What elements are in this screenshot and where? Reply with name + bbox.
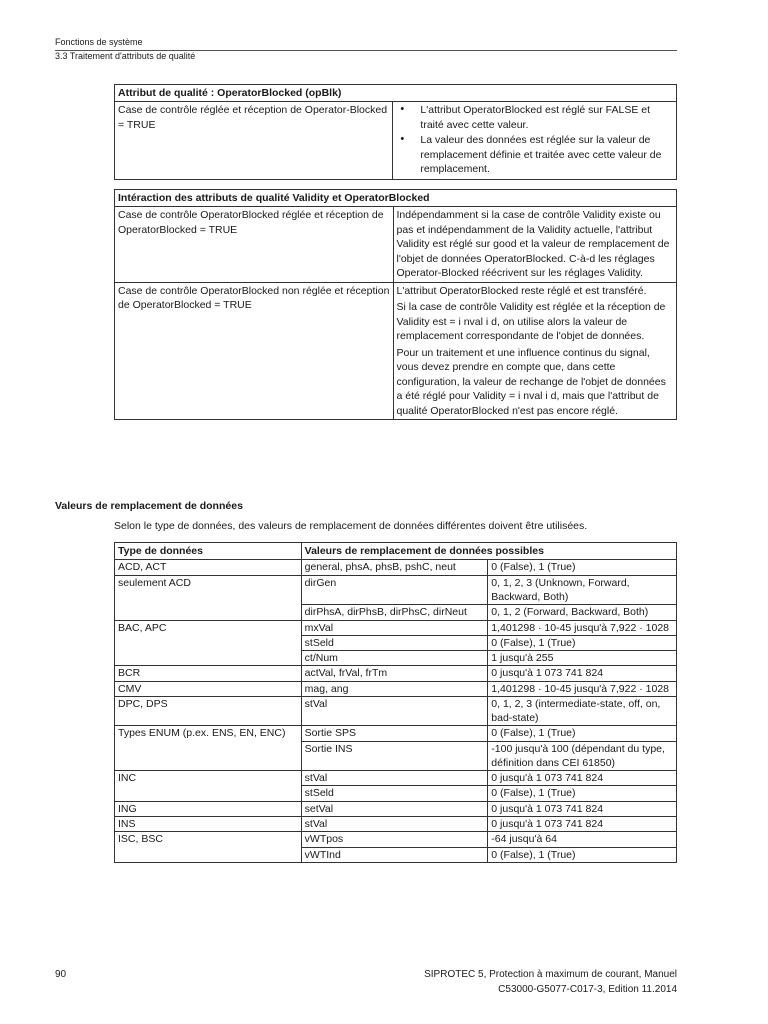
cell-attribute: Sortie SPS <box>301 726 488 741</box>
table-row <box>115 696 677 726</box>
table-row <box>115 207 677 282</box>
table-cell: Case de contrôle OperatorBlocked réglée et réception de OperatorBlocked = TRUE <box>115 207 394 282</box>
paragraph: L'attribut OperatorBlocked reste réglé et est transféré. <box>396 284 647 297</box>
table-row <box>115 681 677 696</box>
cell-value: 0 (False), 1 (True) <box>488 847 677 862</box>
page-number: 90 <box>55 969 67 980</box>
column-header: Valeurs de remplacement de données possibles <box>301 543 676 560</box>
cell-value: 0 (False), 1 (True) <box>488 786 677 801</box>
table-cell <box>393 207 677 282</box>
cell-value: 0 jusqu'à 1 073 741 824 <box>488 801 677 816</box>
page-footer <box>424 968 677 997</box>
cell-data-type: ISC, BSC <box>115 832 302 863</box>
cell-data-type: ING <box>115 801 302 816</box>
cell-value: 0 jusqu'à 1 073 741 824 <box>488 666 677 681</box>
cell-data-type: INS <box>115 817 302 832</box>
table-row <box>115 666 677 681</box>
table-row <box>115 832 677 847</box>
table-interaction <box>114 189 677 420</box>
footer-product: SIPROTEC 5, Protection à maximum de courant, Manuel <box>424 969 677 980</box>
table-row <box>115 801 677 816</box>
table-row <box>115 771 677 786</box>
footer-doc-id: C53000-G5077-C017-3, Edition 11.2014 <box>498 983 677 995</box>
cell-data-type: Types ENUM (p.ex. ENS, EN, ENC) <box>115 726 302 771</box>
cell-value: 1 jusqu'à 255 <box>488 651 677 666</box>
cell-attribute: vWTInd <box>301 847 488 862</box>
list-item: • La valeur des données est réglée sur la valeur de remplacement définie et traitée avec cette valeur de remplacement. <box>420 133 673 176</box>
cell-attribute: mxVal <box>301 620 488 635</box>
cell-attribute: general, phsA, phsB, pshC, neut <box>301 560 488 575</box>
table-row <box>115 575 677 605</box>
page-header <box>55 37 677 62</box>
table-row <box>115 620 677 635</box>
header-chapter: Fonctions de système <box>55 37 143 47</box>
cell-attribute: stSeld <box>301 635 488 650</box>
cell-value: 0 (False), 1 (True) <box>488 726 677 741</box>
table-cell <box>393 282 677 419</box>
table-row <box>115 282 677 419</box>
cell-data-type: seulement ACD <box>115 575 302 620</box>
header-section: 3.3 Traitement d'attributs de qualité <box>55 50 196 61</box>
cell-data-type: DPC, DPS <box>115 696 302 726</box>
cell-attribute: stSeld <box>301 786 488 801</box>
cell-value: 0, 1, 2, 3 (Unknown, Forward, Backward, Both) <box>488 575 677 605</box>
table-cell: Case de contrôle réglée et réception de Operator-Blocked = TRUE <box>115 102 393 179</box>
cell-attribute: mag, ang <box>301 681 488 696</box>
table-cell: Case de contrôle OperatorBlocked non réglée et réception de OperatorBlocked = TRUE <box>115 282 394 419</box>
cell-value: 1,401298 · 10-45 jusqu'à 7,922 · 1028 <box>488 681 677 696</box>
cell-attribute: actVal, frVal, frTm <box>301 666 488 681</box>
cell-attribute: setVal <box>301 801 488 816</box>
table-operator-blocked <box>114 84 677 180</box>
cell-value: 0, 1, 2, 3 (intermediate-state, off, on, bad-state) <box>488 696 677 726</box>
table-cell <box>393 102 677 179</box>
paragraph: Si la case de contrôle Validity est réglée et la réception de Validity est = i nval i d, on utilise alors la valeur de remplacement correspondante de l'objet de données. <box>396 301 666 343</box>
cell-attribute: stVal <box>301 696 488 726</box>
cell-attribute: stVal <box>301 771 488 786</box>
cell-value: -100 jusqu'à 100 (dépendant du type, définition dans CEI 61850) <box>488 741 677 771</box>
list-item: • L'attribut OperatorBlocked est réglé sur FALSE et traité avec cette valeur. <box>420 103 673 132</box>
cell-value: 0, 1, 2 (Forward, Backward, Both) <box>488 605 677 620</box>
cell-value: 0 (False), 1 (True) <box>488 560 677 575</box>
section-title: Valeurs de remplacement de données <box>55 500 243 512</box>
cell-attribute: Sortie INS <box>301 741 488 771</box>
column-header: Type de données <box>115 543 302 560</box>
cell-value: 0 (False), 1 (True) <box>488 635 677 650</box>
cell-data-type: CMV <box>115 681 302 696</box>
table-title: Intéraction des attributs de qualité Validity et OperatorBlocked <box>115 190 677 207</box>
table-title: Attribut de qualité : OperatorBlocked (opBlk) <box>115 85 677 102</box>
section-intro: Selon le type de données, des valeurs de remplacement de données différentes doivent être utilisées. <box>114 520 588 532</box>
table-row <box>115 817 677 832</box>
cell-value: 0 jusqu'à 1 073 741 824 <box>488 771 677 786</box>
cell-attribute: dirGen <box>301 575 488 605</box>
table-row <box>115 726 677 741</box>
cell-attribute: ct/Num <box>301 651 488 666</box>
cell-data-type: BCR <box>115 666 302 681</box>
cell-data-type: ACD, ACT <box>115 560 302 575</box>
cell-data-type: INC <box>115 771 302 802</box>
paragraph: Pour un traitement et une influence continus du signal, vous devez prendre en compte que, dans cette configuration, la valeur de rechange de l'objet de données a été réglé pour Validity = i nval i d, mais que l'attribut de qualité OperatorBlocked n'est pas encore réglé. <box>396 346 666 417</box>
cell-data-type: BAC, APC <box>115 620 302 666</box>
paragraph: Indépendamment si la case de contrôle Validity existe ou pas et indépendamment de la Validity actuelle, l'attribut Validity est réglé sur good et la valeur de remplacement de l'objet de données OperatorBlocked. C-à-d les réglages Operator-Blocked réécrivent sur les réglages Validity. <box>396 209 670 280</box>
cell-attribute: vWTpos <box>301 832 488 847</box>
cell-value: 0 jusqu'à 1 073 741 824 <box>488 817 677 832</box>
cell-value: 1,401298 · 10-45 jusqu'à 7,922 · 1028 <box>488 620 677 635</box>
table-substitute-values <box>114 542 677 863</box>
table-row <box>115 560 677 575</box>
cell-attribute: dirPhsA, dirPhsB, dirPhsC, dirNeut <box>301 605 488 620</box>
cell-value: -64 jusqu'à 64 <box>488 832 677 847</box>
cell-attribute: stVal <box>301 817 488 832</box>
